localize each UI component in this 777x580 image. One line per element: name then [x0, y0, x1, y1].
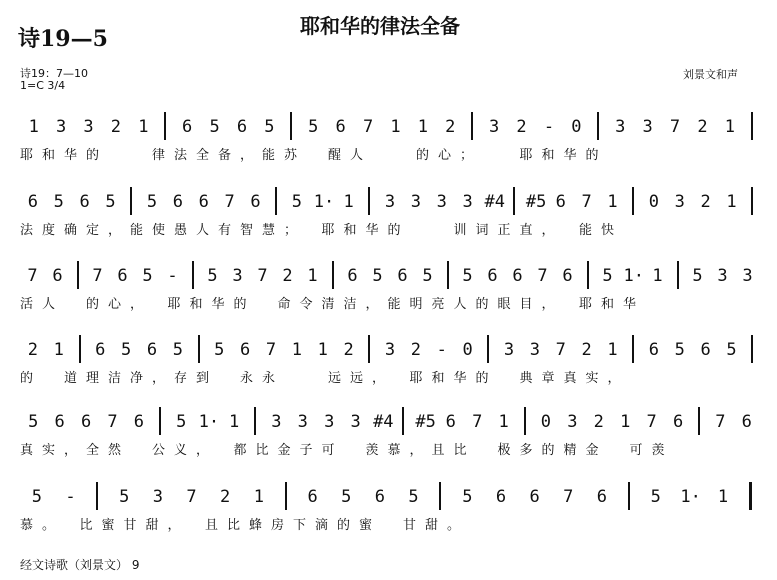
note: 1 — [726, 192, 737, 212]
note: 1 — [317, 340, 328, 360]
note: 2 — [700, 192, 711, 212]
note: 3 — [436, 192, 447, 212]
note: 3 — [384, 192, 396, 212]
barline — [597, 112, 599, 140]
note: 5 — [674, 340, 685, 360]
note: 6 — [95, 340, 106, 360]
note: 6 — [512, 266, 523, 286]
barline — [198, 335, 200, 363]
note: 6 — [27, 192, 39, 212]
note: 1 — [498, 412, 509, 432]
note: 6 — [146, 340, 158, 360]
note: 6 — [307, 487, 318, 507]
note: 3 — [384, 340, 396, 360]
note: 1 — [343, 192, 354, 212]
note: 6 — [397, 266, 408, 286]
note: 3 — [271, 412, 282, 432]
barline — [751, 187, 753, 215]
note: 6 — [79, 192, 90, 212]
note: 1 — [620, 412, 631, 432]
note: 1 — [724, 117, 735, 137]
barline — [192, 261, 194, 289]
barline — [447, 261, 449, 289]
note: 1 — [717, 487, 729, 507]
note: 6 — [117, 266, 128, 286]
note: 6 — [250, 192, 261, 212]
note: 6 — [495, 487, 507, 507]
barline — [513, 187, 515, 215]
note: 6 — [347, 266, 358, 286]
note: 6 — [562, 266, 573, 286]
note: 1 — [291, 340, 302, 360]
note: 2 — [220, 487, 231, 507]
note: 6 — [487, 266, 498, 286]
note: 6 — [648, 340, 660, 360]
barline — [285, 482, 287, 510]
note: 7 — [581, 192, 592, 212]
note: 5 — [408, 487, 419, 507]
note: 6 — [596, 487, 608, 507]
note: 2 — [27, 340, 39, 360]
note: 5 — [176, 412, 187, 432]
note: 3 — [410, 192, 421, 212]
note: 1 — [138, 117, 149, 137]
note: 5 — [291, 192, 302, 212]
note: 7 — [563, 487, 574, 507]
score-row — [0, 405, 777, 475]
note: 3 — [742, 266, 753, 286]
note: 6 — [374, 487, 386, 507]
note: 3 — [462, 192, 473, 212]
note: 1· — [623, 266, 644, 286]
note: 3 — [642, 117, 653, 137]
barline — [368, 335, 370, 363]
barline — [275, 187, 277, 215]
barline — [254, 407, 256, 435]
note: 3 — [717, 266, 728, 286]
final-barline — [749, 482, 752, 510]
lyric-line: 慕。 比蜜甘甜， 且比蜂房下滴的蜜 甘甜。 — [20, 518, 470, 533]
note: 5 — [172, 340, 183, 360]
note: 3 — [297, 412, 308, 432]
song-title: 耶和华的律法全备 — [300, 14, 460, 38]
note: 6 — [529, 487, 540, 507]
lyric-line: 的 道理洁净，存到 永永 远远， 耶和华的 典章真实， — [20, 371, 630, 386]
note: 2 — [410, 340, 421, 360]
note: 0 — [571, 117, 582, 137]
lyric-line: 活人 的心， 耶和华的 命令清洁，能明亮人的眼目， 耶和华 — [20, 297, 646, 312]
note: 6 — [80, 412, 92, 432]
note: 5 — [53, 192, 64, 212]
footer-caption: 经文诗歌（刘景文） 9 — [20, 558, 140, 572]
note: 7 — [472, 412, 483, 432]
barline — [698, 407, 700, 435]
note: 5 — [119, 487, 130, 507]
barline — [628, 482, 630, 510]
note: 1· — [680, 487, 701, 507]
note: 6 — [672, 412, 684, 432]
note: 3 — [324, 412, 335, 432]
note: 7 — [92, 266, 103, 286]
note: - — [436, 340, 447, 360]
note: 2 — [593, 412, 604, 432]
note: 3 — [674, 192, 685, 212]
note: 7 — [362, 117, 374, 137]
note: 5 — [726, 340, 737, 360]
note: 7 — [646, 412, 657, 432]
barline — [77, 261, 79, 289]
note: 5 — [105, 192, 116, 212]
barline — [164, 112, 166, 140]
note: 5 — [214, 340, 225, 360]
note: #5 — [525, 192, 547, 212]
note: 6 — [172, 192, 183, 212]
note: 2 — [282, 266, 293, 286]
barline — [751, 335, 753, 363]
note: 5 — [462, 266, 473, 286]
note: 7 — [715, 412, 726, 432]
note: 1 — [652, 266, 663, 286]
barline — [632, 335, 634, 363]
note: 5 — [264, 117, 275, 137]
note: 5 — [650, 487, 661, 507]
barline — [290, 112, 292, 140]
note: 2 — [343, 340, 354, 360]
barline — [130, 187, 132, 215]
note: 6 — [198, 192, 209, 212]
note: 5 — [120, 340, 132, 360]
barline — [368, 187, 370, 215]
note: 6 — [236, 117, 248, 137]
note: 1 — [417, 117, 428, 137]
note: 5 — [602, 266, 613, 286]
note: 1· — [198, 412, 220, 432]
note: 1 — [307, 266, 318, 286]
note: 5 — [209, 117, 220, 137]
note: 3 — [350, 412, 361, 432]
barline — [524, 407, 526, 435]
note: 6 — [133, 412, 145, 432]
note: 3 — [567, 412, 578, 432]
barline — [402, 407, 404, 435]
harmony-credit: 刘景文和声 — [683, 68, 738, 81]
lyric-line: 耶和华的 律法全备，能苏 醒人 的心； 耶和华的 — [20, 148, 608, 163]
note: 1· — [313, 192, 335, 212]
score-row — [0, 480, 777, 550]
barline — [632, 187, 634, 215]
note: 6 — [52, 266, 63, 286]
note: 2 — [516, 117, 527, 137]
score-row — [0, 259, 777, 329]
note: 2 — [445, 117, 456, 137]
note: 6 — [741, 412, 752, 432]
note: 7 — [186, 487, 197, 507]
note: 6 — [182, 117, 193, 137]
barline — [587, 261, 589, 289]
note: - — [65, 487, 76, 507]
note: 5 — [308, 117, 319, 137]
lyric-line: 真实，全然 公义， 都比金子可 羡慕，且比 极多的精金 可羡 — [20, 443, 674, 458]
note: 5 — [422, 266, 433, 286]
note: #4 — [373, 412, 394, 432]
note: 6 — [555, 192, 566, 212]
note: 6 — [335, 117, 346, 137]
psalm-number: 诗19—5 — [18, 26, 108, 52]
score-row — [0, 110, 777, 180]
note: 7 — [537, 266, 548, 286]
note: 2 — [110, 117, 122, 137]
score-row — [0, 185, 777, 255]
key-signature: 1=C 3/4 — [20, 79, 66, 92]
note: 3 — [529, 340, 541, 360]
note: 0 — [648, 192, 660, 212]
note: 5 — [692, 266, 703, 286]
barline — [96, 482, 98, 510]
note: - — [167, 266, 178, 286]
note: 7 — [265, 340, 277, 360]
note: 7 — [257, 266, 268, 286]
note: 7 — [27, 266, 38, 286]
note: 5 — [31, 487, 42, 507]
note: 3 — [503, 340, 515, 360]
note: 2 — [697, 117, 708, 137]
note: 1 — [607, 192, 618, 212]
note: 2 — [581, 340, 592, 360]
note: 6 — [445, 412, 456, 432]
barline — [471, 112, 473, 140]
note: 1 — [53, 340, 64, 360]
note: 7 — [107, 412, 118, 432]
note: #5 — [415, 412, 436, 432]
note: 7 — [555, 340, 566, 360]
barline — [79, 335, 81, 363]
note: 6 — [54, 412, 65, 432]
note: 5 — [341, 487, 352, 507]
scripture-reference: 诗19：7—10 — [20, 67, 88, 80]
note: 5 — [146, 192, 158, 212]
note: 1 — [607, 340, 618, 360]
note: 0 — [462, 340, 473, 360]
barline — [487, 335, 489, 363]
note: 1 — [28, 117, 39, 137]
note: 6 — [239, 340, 251, 360]
barline — [677, 261, 679, 289]
note: 0 — [540, 412, 552, 432]
note: 3 — [83, 117, 94, 137]
note: 3 — [489, 117, 500, 137]
note: 3 — [232, 266, 243, 286]
note: #4 — [484, 192, 505, 212]
note: 5 — [462, 487, 473, 507]
note: 3 — [55, 117, 67, 137]
note: 5 — [372, 266, 383, 286]
note: 1 — [253, 487, 264, 507]
note: 5 — [207, 266, 218, 286]
barline — [159, 407, 161, 435]
barline — [439, 482, 441, 510]
barline — [751, 112, 753, 140]
barline — [332, 261, 334, 289]
score-row — [0, 333, 777, 403]
note: 7 — [669, 117, 681, 137]
note: 3 — [615, 117, 626, 137]
note: 5 — [142, 266, 153, 286]
note: 6 — [700, 340, 711, 360]
note: 5 — [28, 412, 39, 432]
note: 7 — [224, 192, 235, 212]
note: - — [543, 117, 555, 137]
lyric-line: 法度确定，能使愚人有智慧； 耶和华的 训词正直， 能快 — [20, 223, 624, 238]
note: 1 — [228, 412, 240, 432]
note: 1 — [390, 117, 401, 137]
note: 3 — [152, 487, 164, 507]
